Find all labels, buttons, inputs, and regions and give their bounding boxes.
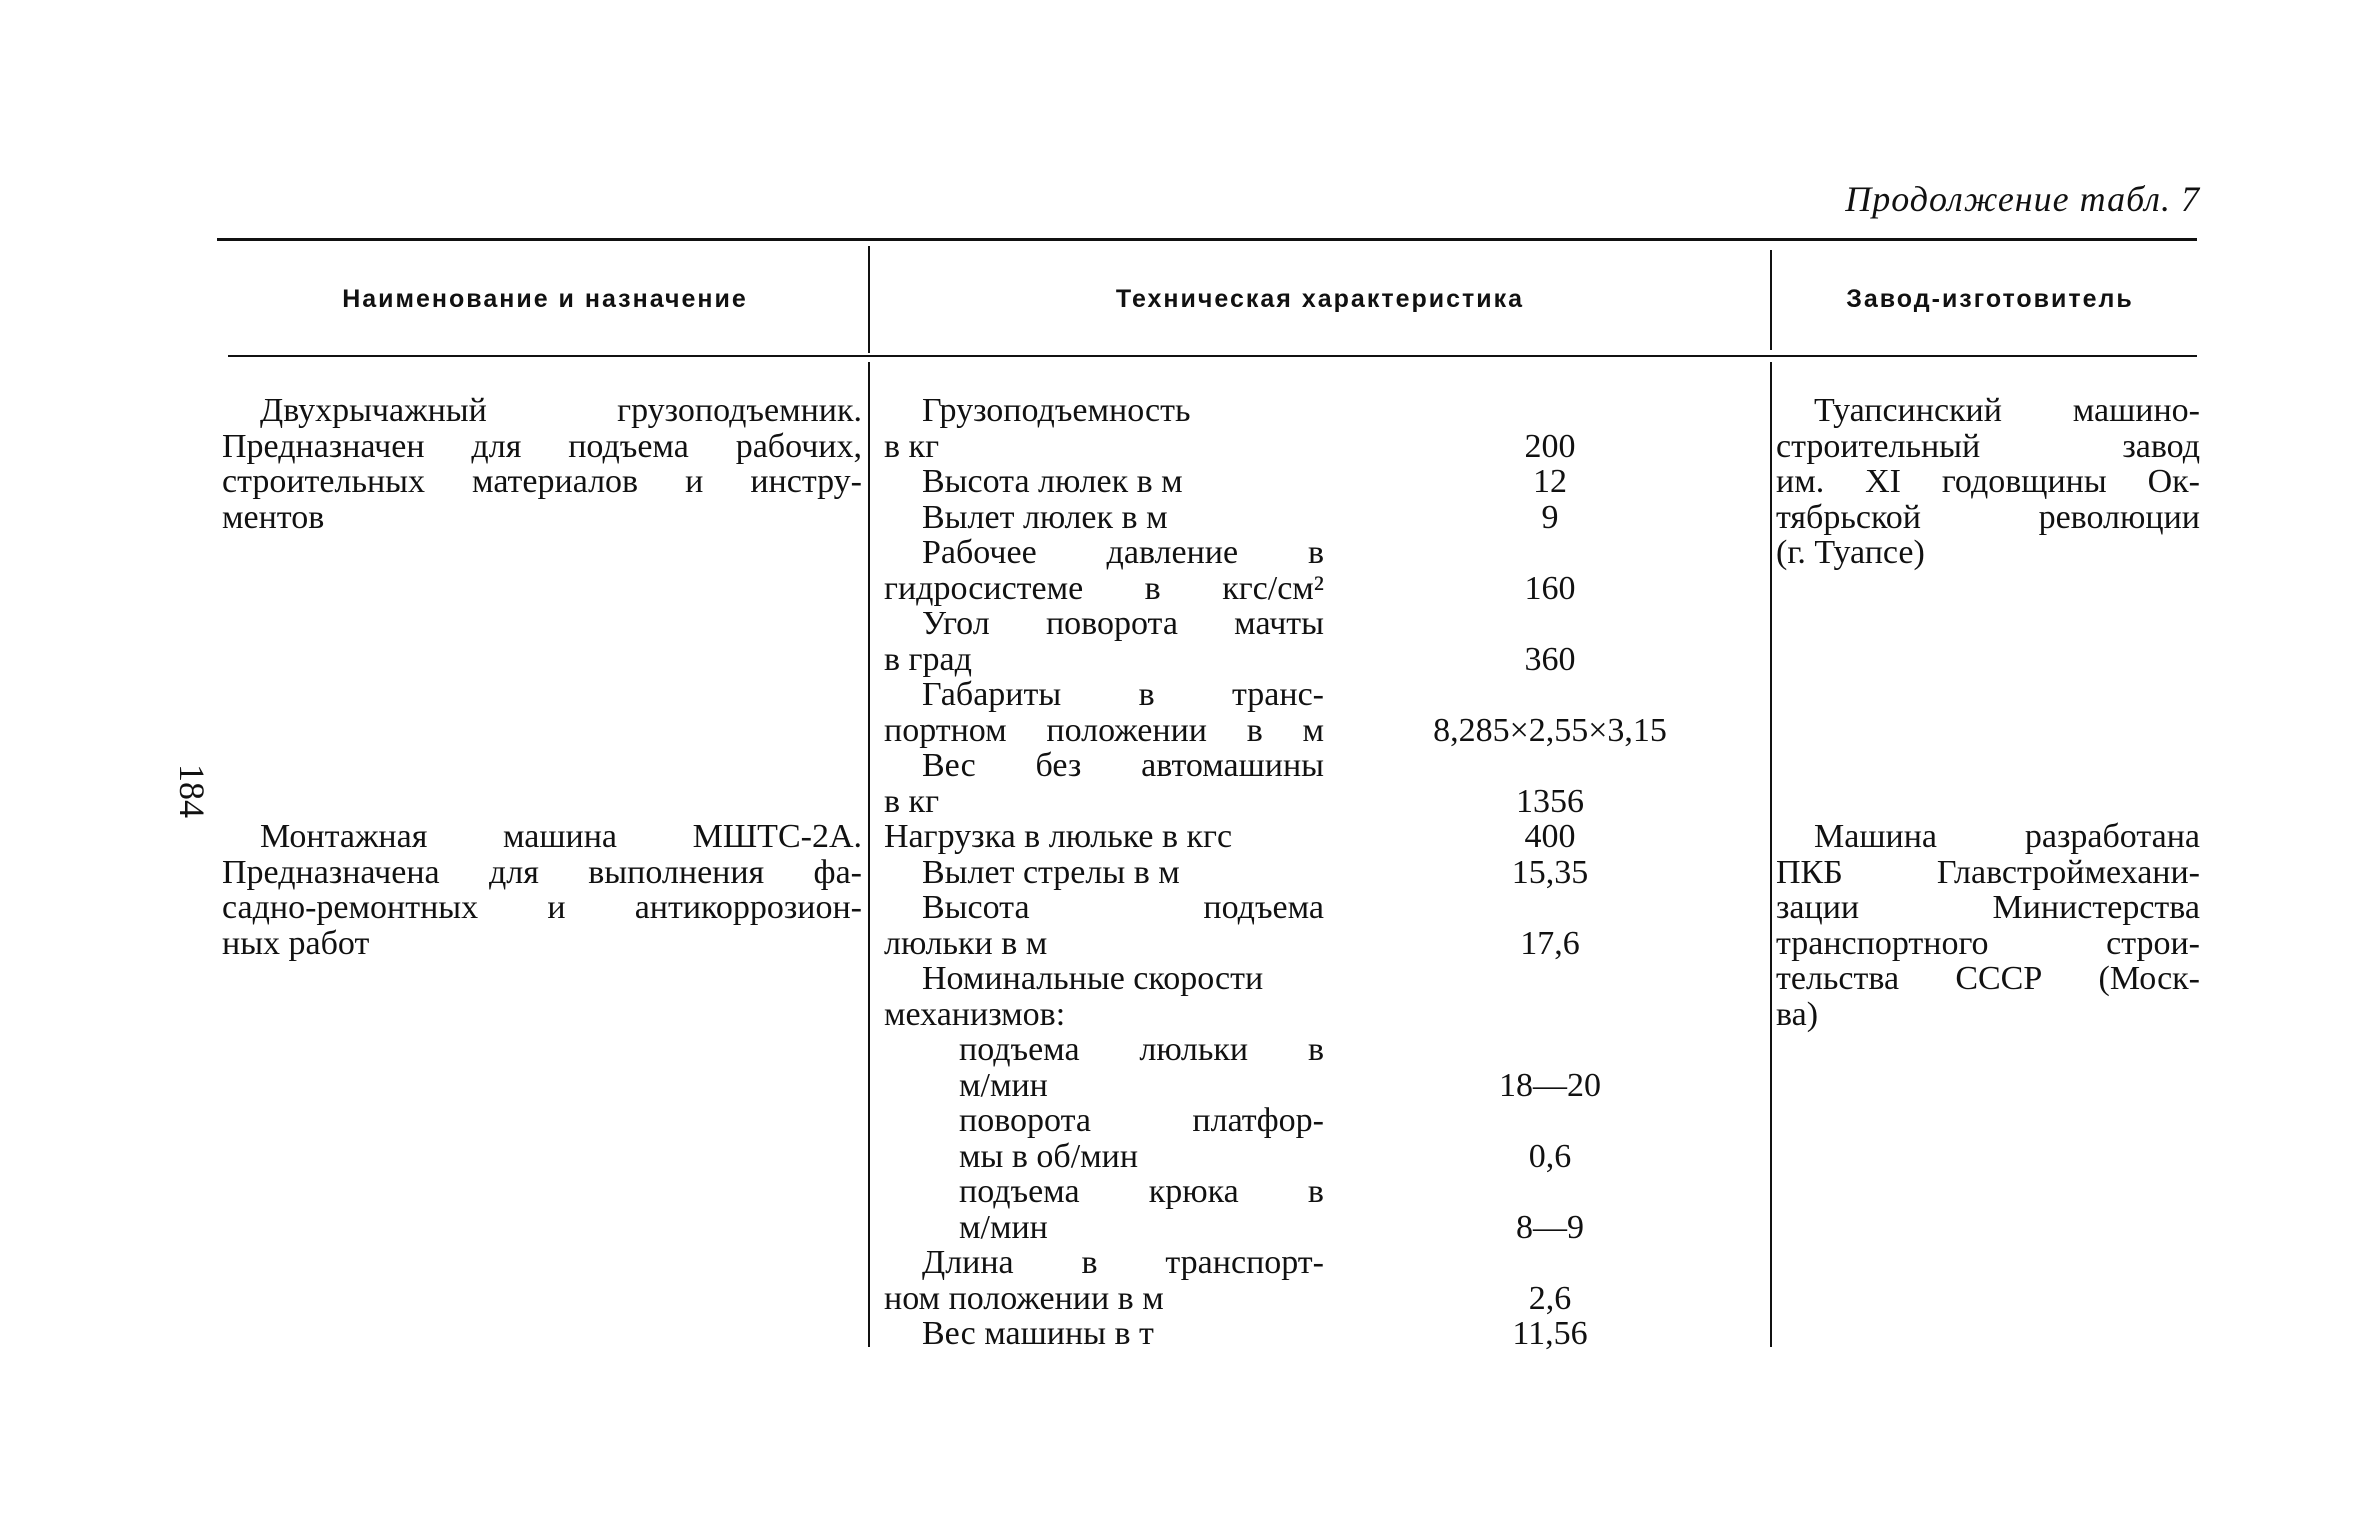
spec-value: 18—20 (1499, 1066, 1601, 1104)
spec-line: Рабочее давление в (922, 534, 1324, 571)
header-name-purpose: Наименование и назначение (342, 285, 748, 313)
spec-line: м/мин (959, 1066, 1048, 1104)
spec-line: в кг (884, 427, 940, 465)
header-manufacturer: Завод-изготовитель (1846, 285, 2134, 313)
maker-line: ПКБ Главстроймехани- (1776, 853, 2200, 891)
maker-line: тельства СССР (Моск- (1776, 960, 2200, 997)
table-header-rule (228, 355, 2197, 357)
spec-value: 400 (1524, 818, 1576, 855)
table-continuation-label: Продолжение табл. 7 (1845, 179, 2200, 219)
maker-line: (г. Туапсе) (1776, 534, 1925, 571)
spec-value: 11,56 (1512, 1315, 1588, 1352)
spec-line: Вес машины в т (922, 1315, 1154, 1352)
maker-line: зации Министерства (1776, 889, 2200, 926)
row-1-name (222, 393, 862, 535)
spec-line: Номинальные скорости (922, 960, 1264, 997)
row-2-name (222, 819, 862, 961)
maker-line: Машина разработана (1814, 818, 2200, 855)
spec-line: поворота платфор- (959, 1102, 1324, 1139)
spec-value (1330, 535, 1770, 571)
spec-value (1330, 748, 1770, 784)
spec-value (1330, 1032, 1770, 1068)
spec-line: ном положении в м (884, 1279, 1164, 1317)
spec-line: Вылет стрелы в м (922, 853, 1180, 891)
spec-value (1330, 677, 1770, 713)
spec-line: механизмов: (884, 995, 1066, 1033)
spec-line: в кг (884, 782, 940, 820)
spec-value (1330, 961, 1770, 997)
spec-value (1330, 393, 1770, 429)
name-line: строительных материалов и инстру- (222, 463, 862, 500)
maker-line: транспортного строи- (1776, 924, 2200, 962)
column-divider (1770, 250, 1772, 350)
name-line: Предназначена для выполнения фа- (222, 853, 862, 891)
name-line: садно-ремонтных и антикоррозион- (222, 889, 862, 926)
spec-value: 2,6 (1528, 1279, 1572, 1317)
spec-lines-column (884, 393, 1324, 1352)
spec-value (1330, 1174, 1770, 1210)
header-technical-spec: Техническая характеристика (1115, 285, 1525, 313)
name-line: Монтажная машина МШТС-2А. (260, 818, 862, 855)
spec-value: 200 (1524, 427, 1576, 465)
spec-line: Вылет люлек в м (922, 498, 1168, 536)
spec-value (1330, 997, 1770, 1033)
spec-line: портном положении в м (884, 711, 1324, 749)
spec-value: 12 (1533, 463, 1567, 500)
column-divider (868, 246, 870, 353)
spec-value: 360 (1524, 640, 1576, 678)
spec-value (1330, 890, 1770, 926)
spec-value: 8,285×2,55×3,15 (1433, 711, 1667, 749)
spec-value: 9 (1541, 498, 1559, 536)
spec-value: 15,35 (1511, 853, 1589, 891)
spec-values-column (1330, 393, 1770, 1352)
spec-line: Вес без автомашины (922, 747, 1324, 784)
column-divider (868, 362, 870, 1347)
spec-line: подъема люльки в (959, 1031, 1324, 1068)
maker-line: тябрьской революции (1776, 498, 2200, 536)
spec-value: 0,6 (1528, 1137, 1572, 1175)
maker-line: Туапсинский машино- (1814, 392, 2200, 429)
spec-line: м/мин (959, 1208, 1048, 1246)
spec-line: Угол поворота мачты (922, 605, 1324, 642)
spec-line: мы в об/мин (959, 1137, 1139, 1175)
column-divider (1770, 362, 1772, 1347)
spec-line: люльки в м (884, 924, 1048, 962)
spec-value: 8—9 (1516, 1208, 1584, 1246)
name-line: ментов (222, 498, 325, 536)
spec-line: Высота люлек в м (922, 463, 1183, 500)
table-top-rule (217, 238, 2197, 241)
name-line: Предназначен для подъема рабочих, (222, 427, 862, 465)
spec-line: гидросистеме в кгс/см² (884, 569, 1324, 607)
maker-line: строительный завод (1776, 427, 2200, 465)
spec-value (1330, 606, 1770, 642)
row-1-manufacturer (1776, 393, 2200, 571)
spec-value (1330, 1103, 1770, 1139)
spec-line: Грузоподъемность (922, 392, 1191, 429)
spec-line: в град (884, 640, 972, 678)
spec-line: Высота подъема (922, 889, 1324, 926)
name-line: Двухрычажный грузоподъемник. (260, 392, 862, 429)
name-line: ных работ (222, 924, 370, 962)
spec-value: 160 (1524, 569, 1576, 607)
maker-line: им. XI годовщины Ок- (1776, 463, 2200, 500)
spec-line: Габариты в транс- (922, 676, 1324, 713)
spec-value: 17,6 (1520, 924, 1580, 962)
row-2-manufacturer (1776, 819, 2200, 1032)
spec-line: подъема крюка в (959, 1173, 1324, 1210)
maker-line: ва) (1776, 995, 1819, 1033)
spec-value (1330, 1245, 1770, 1281)
spec-value: 1356 (1516, 782, 1584, 820)
page-number: 184 (172, 764, 212, 818)
spec-line: Длина в транспорт- (922, 1244, 1324, 1281)
spec-line: Нагрузка в люльке в кгс (884, 818, 1233, 855)
